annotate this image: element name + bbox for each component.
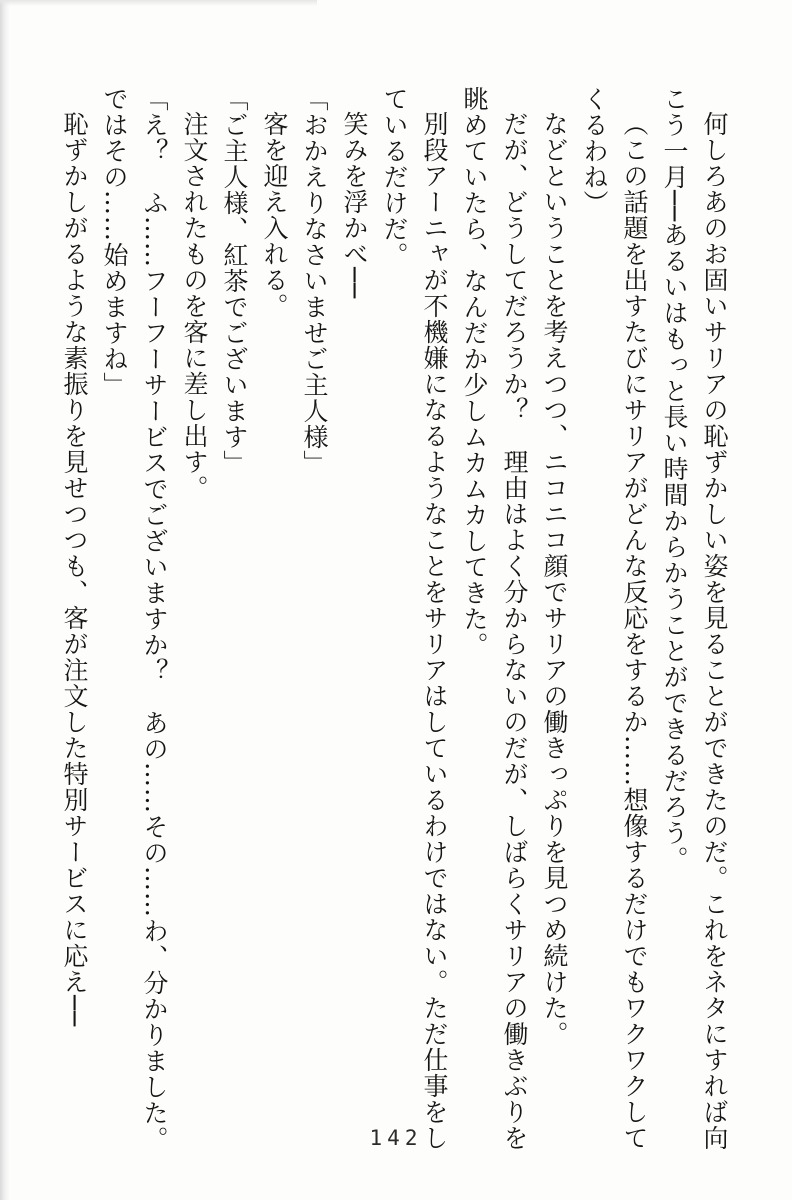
vertical-text-block [54,86,734,1154]
paragraph: 「おかえりなさいませご主人様」 [300,86,329,476]
page-edge-shadow-top [0,0,317,6]
paragraph: だが、どうしてだろうか？ 理由はよく分からないのだが、しばらくサリアの働きぶりを眺めていたら、なんだか少しムカムカしてきた。 [460,86,529,1151]
paragraph: などということを考えつつ、ニコニコ顔でサリアの働きっぷりを見つめ続けた。 [540,111,569,1047]
paragraph: （この話題を出すたびにサリアがどんな反応をするか……想像するだけでもワクワクしてくるわね） [580,86,649,1151]
paragraph: 笑みを浮かべ── [340,111,369,300]
page-edge-shadow [0,0,10,1200]
paragraph: 「え？ ふ……フーフーサービスでございますか？ あの……その……わ、分かりました。ではその……始めますね」 [100,86,169,1152]
paragraph: 別段アーニャが不機嫌になるようなことをサリアはしているわけではない。ただ仕事をしているだけだ。 [380,86,449,1151]
page-number: 142 [369,1126,423,1150]
paragraph: 何しろあのお固いサリアの恥ずかしい姿を見ることができたのだ。これをネタにすれば向こう一月──あるいはもっと長い時間からかうことができるだろう。 [660,86,729,1151]
paragraph: 「ご主人様、紅茶でございます」 [220,86,249,476]
paragraph: 恥ずかしがるような素振りを見せつつも、客が注文した特別サービスに応え── [60,111,89,1028]
paragraph: 客を迎え入れる。 [260,111,289,319]
paragraph: 注文されたものを客に差し出す。 [180,111,209,501]
